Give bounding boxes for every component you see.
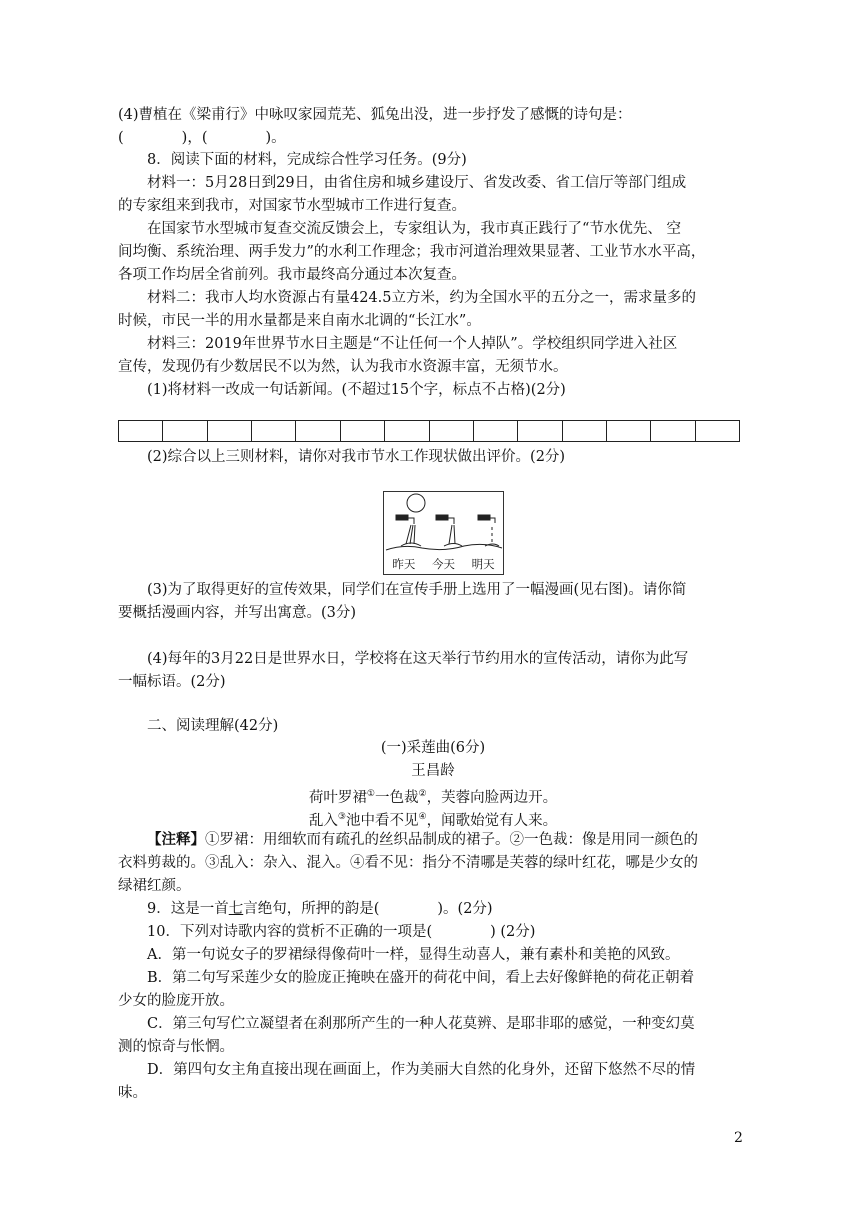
answer-grid[interactable] [118,420,740,442]
annotation-line3: 绿裙红颜。 [118,878,191,894]
material3-line2: 宣传，发现仍有少数居民不以为然，认为我市水资源丰富，无须节水。 [118,359,568,375]
answer-cell[interactable] [252,421,296,441]
section2-title: 二、阅读理解(42分) [147,718,279,734]
annotation-line2: 衣料剪裁的。③乱入：杂入、混入。④看不见：指分不清哪是芙蓉的绿叶红花，哪是少女的 [118,855,698,871]
material1-line4: 间均衡、系统治理、两手发力”的水利工作理念；我市河道治理效果显著、工业节水水平高， [118,244,706,260]
q9: 9．这是一首七言绝句，所押的韵是( )。(2分) [147,901,493,917]
answer-cell[interactable] [296,421,340,441]
answer-cell[interactable] [651,421,695,441]
q8-sub3-line2: 要概括漫画内容，并写出寓意。(3分) [118,605,357,621]
q10-title: 10．下列对诗歌内容的赏析不正确的一项是( ) (2分) [147,924,536,940]
poem-line2: 乱入③池中看不见④，闻歌始觉有人来。 [308,812,558,829]
answer-cell[interactable] [474,421,518,441]
q10-option-d-line2: 味。 [118,1085,147,1101]
answer-cell[interactable] [696,421,739,441]
poem-line1: 荷叶罗裙①一色裁②，芙蓉向脸两边开。 [308,789,558,806]
material1-line2: 的专家组来到我市，对国家节水型城市工作进行复查。 [118,198,466,214]
answer-cell[interactable] [341,421,385,441]
answer-cell[interactable] [385,421,429,441]
comic-label-tomorrow: 明天 [471,557,495,571]
answer-cell[interactable] [163,421,207,441]
q8-sub2: (2)综合以上三则材料，请你对我市节水工作现状做出评价。(2分) [147,449,566,465]
q8-sub3-line1: (3)为了取得更好的宣传效果，同学们在宣传手册上选用了一幅漫画(见右图)。请你简 [147,582,687,598]
poem-title: (一)采莲曲(6分) [380,740,486,756]
q7-4-line1: (4)曹植在《梁甫行》中咏叹家园荒芜、狐兔出没，进一步抒发了感慨的诗句是： [118,107,632,123]
comic-label-yesterday: 昨天 [392,557,416,571]
material2-line1: 材料二：我市人均水资源占有量424.5立方米，约为全国水平的五分之一，需求量多的 [147,290,697,306]
q10-option-c-line2: 测的惊奇与怅惘。 [118,1039,234,1055]
answer-cell[interactable] [607,421,651,441]
answer-cell[interactable] [563,421,607,441]
answer-cell[interactable] [208,421,252,441]
q8-sub1: (1)将材料一改成一句话新闻。(不超过15个字，标点不占格)(2分) [147,382,566,398]
water-comic [383,491,504,575]
answer-cell[interactable] [119,421,163,441]
material1-line3: 在国家节水型城市复查交流反馈会上，专家组认为，我市真正践行了“节水优先、 空 [147,221,682,237]
annotation-label: 【注释】 [147,831,205,848]
material1-line1: 材料一：5月28日到29日，由省住房和城乡建设厅、省发改委、省工信厅等部门组成 [147,175,687,191]
q8-title: 8．阅读下面的材料，完成综合性学习任务。(9分) [147,152,467,168]
comic-label-today: 今天 [431,557,455,571]
q10-option-d-line1: D．第四句女主角直接出现在画面上，作为美丽大自然的化身外，还留下悠然不尽的情 [147,1062,696,1078]
annotation-line1: 【注释】①罗裙：用细软而有疏孔的丝织品制成的裙子。②一色裁：像是用同一颜色的 [147,831,698,848]
q8-sub4-line1: (4)每年的3月22日是世界水日，学校将在这天举行节约用水的宣传活动，请你为此写 [147,651,689,667]
material3-line1: 材料三：2019年世界节水日主题是“不让任何一个人掉队”。学校组织同学进入社区 [147,336,678,352]
q8-sub4-line2: 一幅标语。(2分) [118,674,226,690]
q10-option-b-line1: B．第二句写采莲少女的脸庞正掩映在盛开的荷花中间，看上去好像鲜艳的荷花正朝着 [147,970,695,986]
q10-option-a: A．第一句说女子的罗裙绿得像荷叶一样，显得生动喜人，兼有素朴和美艳的风致。 [147,947,680,963]
q7-4-line2: ( )，( )。 [118,130,286,146]
answer-cell[interactable] [518,421,562,441]
answer-cell[interactable] [430,421,474,441]
page-number: 2 [734,1130,743,1146]
q10-option-c-line1: C．第三句写伫立凝望者在刹那所产生的一种人花莫辨、是耶非耶的感觉，一种变幻莫 [147,1016,695,1032]
material2-line2: 时候，市民一半的用水量都是来自南水北调的“长江水”。 [118,313,481,329]
material1-line5: 各项工作均居全省前列。我市最终高分通过本次复查。 [118,267,466,283]
q10-option-b-line2: 少女的脸庞开放。 [118,993,234,1009]
poem-author: 王昌龄 [411,763,455,779]
